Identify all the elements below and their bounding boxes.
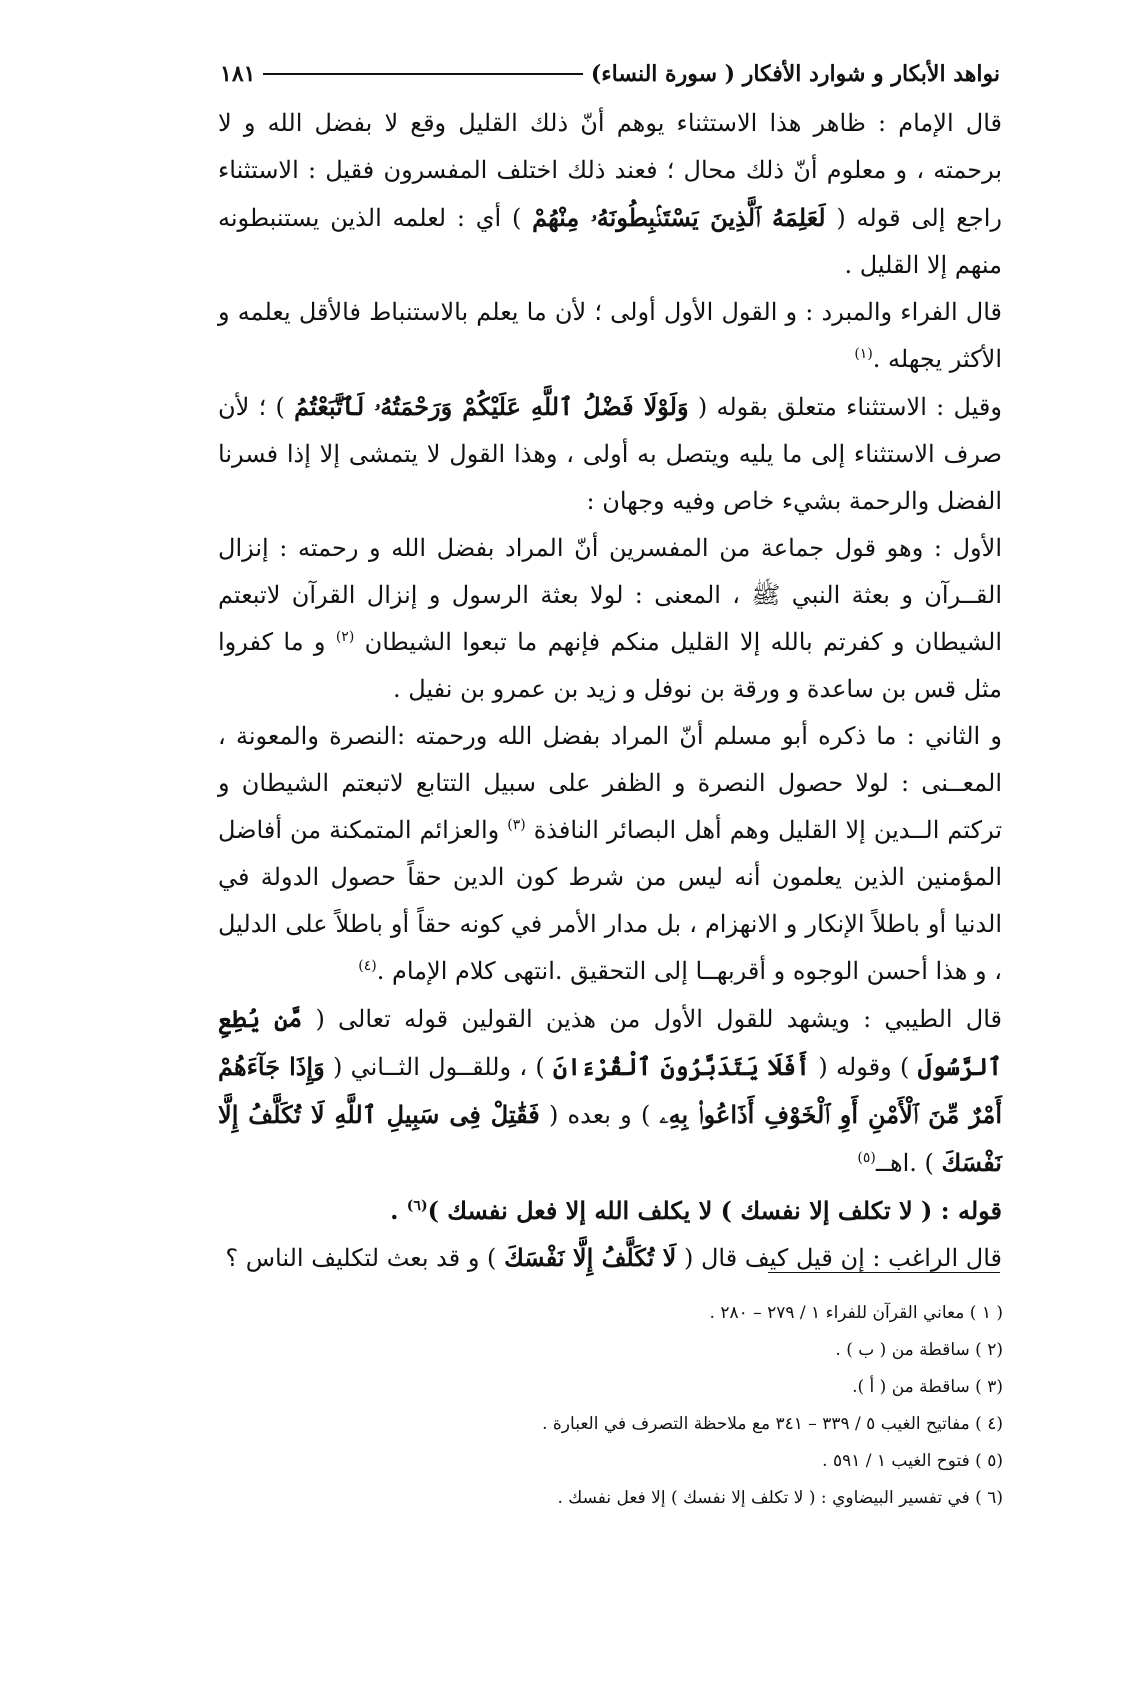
paragraph-imam	[218, 100, 1002, 289]
paragraph-commentary-heading	[218, 1187, 1002, 1234]
footnote-ref: (١)	[854, 346, 873, 362]
quran-quote: فَقَٰتِلْ فِى سَبِيلِ ٱللَّهِ لَا تُكَلَّفُ إِلَّا نَفْسَكَ	[218, 1100, 1002, 1177]
text-run: الأول : وهو قول جماعة من المفسرين أنّ المراد بفضل الله و رحمته : إنزال القــرآن و بعثة النبي ﷺ ، المعنى : لولا بعثة الرسول و إنزال القرآن لاتبعتم الشيطان و كفرتم بالله إلا القليل منكم فإنهم ما تبعوا الشيطان	[218, 534, 1003, 656]
text-run: قال الراغب : إن قيل كيف قال (	[676, 1244, 1002, 1272]
footnotes	[300, 1295, 1003, 1517]
paragraph-raghib	[218, 1234, 1002, 1282]
main-text	[218, 100, 1002, 1282]
paragraph-first-view	[218, 525, 1002, 713]
footnote-separator	[768, 1272, 1000, 1273]
text-run: ) ؛ لأن صرف الاستثناء إلى ما يليه ويتصل به أولى ، وهذا القول لا يتمشى إلا إذا فسرنا الفضل والرحمة بشيء خاص وفيه وجهان :	[218, 393, 1002, 515]
footnote-ref: (٤)	[358, 958, 377, 974]
text-run: .	[390, 1196, 407, 1225]
paragraph-second-view	[218, 713, 1002, 995]
text-run: ) .اهــ	[875, 1149, 942, 1177]
text-run: ) ، وللقــول الثــاني (	[324, 1053, 554, 1081]
paragraph-farra	[218, 289, 1002, 383]
footnote-ref: (٦)	[406, 1198, 428, 1214]
footnote-item: ( ١ ) معاني القرآن للفراء ١ / ٢٧٩ – ٢٨٠ .	[709, 1303, 1003, 1323]
quran-quote: مَّن يُطِعِ ٱلرَّسُولَ	[218, 1004, 1002, 1081]
text-run: وقيل : الاستثناء متعلق بقوله (	[688, 393, 1002, 421]
quran-quote: أَفَلَا يَتَدَبَّرُونَ ٱلْقُرْءَانَ	[553, 1052, 811, 1081]
text-run: و الثاني : ما ذكره أبو مسلم أنّ المراد بفضل الله ورحمته :النصرة والمعونة ، المعــنى : لولا حصول النصرة و الظفر على سبيل التتابع لاتبعتم الشيطان و تركتم الــدين إلا القليل وهم أهل البصائر النافذة	[218, 722, 1002, 844]
running-header	[220, 54, 1000, 94]
header-rule	[263, 73, 582, 75]
text-run: قال الفراء والمبرد : و القول الأول أولى ؛ لأن ما يعلم بالاستنباط فالأقل يعلمه و الأكثر يجهله .	[218, 298, 1002, 373]
text-run: ) و بعده (	[539, 1101, 660, 1129]
footnote-ref: (٥)	[857, 1150, 876, 1166]
text-run: والعزائم المتمكنة من أفاضل المؤمنين الذين يعلمون أنه ليس من شرط كون الدين حقاً حصول الدولة في الدنيا أو باطلاً الإنكار و الانهزام ، بل مدار الأمر في كونه حقاً أو باطلاً على الدليل ، و هذا أحسن الوجوه و أقربهــا إلى التحقيق .انتهى كلام الإمام .	[218, 816, 1002, 985]
footnote-ref: (٢)	[335, 629, 355, 645]
quran-quote: لَا تُكَلَّفُ إِلَّا نَفْسَكَ	[504, 1243, 677, 1272]
text-run: و ما كفروا مثل قس بن ساعدة و ورقة بن نوفل و زيد بن عمرو بن نفيل .	[218, 628, 1002, 703]
paragraph-tibi	[218, 995, 1002, 1187]
quran-quote: لَعَلِمَهُ ٱلَّذِينَ يَسْتَنۢبِطُونَهُۥ مِنْهُمْ	[532, 203, 826, 232]
text-run: ) أي : لعلمه الذين يستنبطونه منهم إلا القليل .	[218, 204, 1002, 279]
text-run: قال الإمام : ظاهر هذا الاستثناء يوهم أنّ ذلك القليل وقع لا بفضل الله و لا برحمته ، و معلوم أنّ ذلك محال ؛ فعند ذلك اختلف المفسرون فقيل : الاستثناء راجع إلى قوله (	[218, 109, 1003, 232]
text-run: قوله : ( لا تكلف إلا نفسك ) لا يكلف الله إلا فعل نفسك )	[427, 1196, 1002, 1225]
header-title: نواهد الأبكار و شوارد الأفكار ( سورة النساء)	[590, 61, 1000, 87]
text-run: قال الطيبي : ويشهد للقول الأول من هذين القولين قوله تعالى (	[302, 1005, 1002, 1033]
page-number: ١٨١	[220, 61, 256, 87]
text-run: ) و قد بعث لتكليف الناس ؟	[225, 1244, 505, 1272]
footnote-item: (٥ ) فتوح الغيب ١ / ٥٩١ .	[822, 1451, 1003, 1471]
footnote-item: (٣ ) ساقطة من ( أ ).	[852, 1377, 1003, 1397]
footnote-item: (٤ ) مفاتيح الغيب ٥ / ٣٣٩ – ٣٤١ مع ملاحظة التصرف في العبارة .	[542, 1414, 1003, 1434]
footnote-item: (٢ ) ساقطة من ( ب ) .	[835, 1340, 1003, 1360]
quran-quote: وَلَوْلَا فَضْلُ ٱللَّهِ عَلَيْكُمْ وَرَحْمَتُهُۥ لَٱتَّبَعْتُمُ	[294, 392, 689, 421]
text-run: ) وقوله (	[810, 1053, 918, 1081]
quran-quote: وَإِذَا جَآءَهُمْ أَمْرٌ مِّنَ ٱلْأَمْنِ أَوِ ٱلْخَوْفِ أَذَاعُوا۟ بِهِۦ	[218, 1052, 1002, 1129]
footnote-item: (٦ ) في تفسير البيضاوي : ( لا تكلف إلا نفسك ) إلا فعل نفسك .	[557, 1488, 1003, 1508]
footnote-ref: (٣)	[507, 817, 526, 833]
paragraph-qila	[218, 383, 1002, 525]
